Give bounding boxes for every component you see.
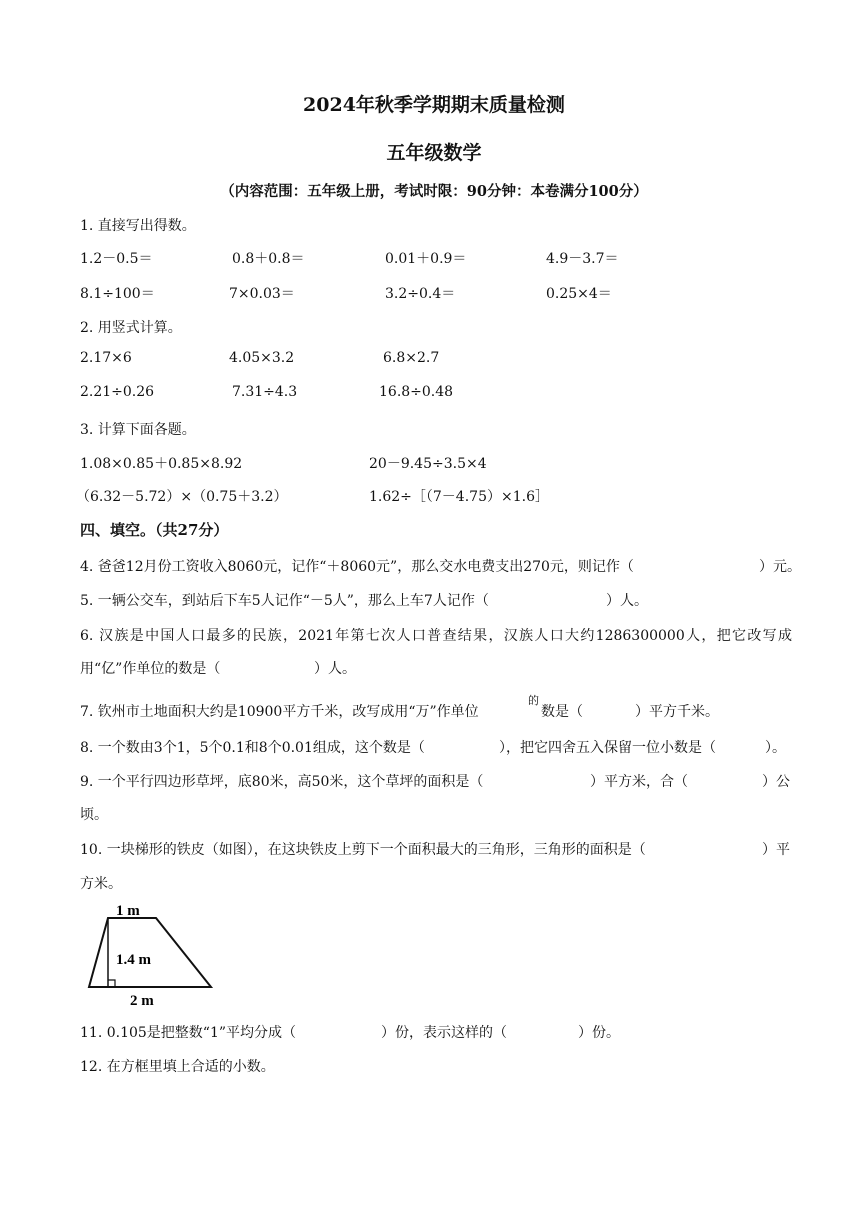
q5-text: 5. 一辆公交车，到站后下车5人记作“－5人”，那么上车7人记作（ xyxy=(80,593,489,609)
q9-line2: 顷。 xyxy=(80,807,108,823)
q7-text-end: ）平方千米。 xyxy=(635,704,719,720)
q8-text-end: ）。 xyxy=(765,740,786,756)
q1-item: 7×0.03＝ xyxy=(229,286,295,302)
q11-text-mid: ）份，表示这样的（ xyxy=(381,1025,507,1041)
top-base-label: 1 m xyxy=(116,903,140,919)
q7-superscript: 的 xyxy=(528,694,539,707)
q1-item: 0.25×4＝ xyxy=(546,286,612,302)
q1-item: 4.9－3.7＝ xyxy=(546,251,619,267)
q3-item: 1.62÷［（7－4.75）×1.6］ xyxy=(369,489,549,505)
q9-text-mid: ）平方米，合（ xyxy=(590,774,688,790)
q6-text: 用“亿”作单位的数是（ xyxy=(80,661,221,677)
q5-text-end: ）人。 xyxy=(606,593,648,609)
q2-item: 16.8÷0.48 xyxy=(379,384,454,400)
q4-text: 4. 爸爸12月份工资收入8060元，记作“＋8060元”，那么交水电费支出270元，则记作（ xyxy=(80,559,634,575)
q12-stem: 12. 在方框里填上合适的小数。 xyxy=(80,1059,275,1075)
q10-line2: 方米。 xyxy=(80,876,122,892)
q2-item: 4.05×3.2 xyxy=(229,350,295,366)
q2-item: 6.8×2.7 xyxy=(383,350,440,366)
q2-item: 2.21÷0.26 xyxy=(80,384,155,400)
q3-item: 20－9.45÷3.5×4 xyxy=(369,456,487,472)
bottom-base-label: 2 m xyxy=(130,993,154,1009)
q8-text-mid: ），把它四舍五入保留一位小数是（ xyxy=(499,740,716,756)
q10-text-end: ）平 xyxy=(762,842,790,858)
q3-item: 1.08×0.85＋0.85×8.92 xyxy=(80,456,243,472)
q1-stem: 1. 直接写出得数。 xyxy=(80,218,196,234)
exam-title: 2024年秋季学期期末质量检测 xyxy=(303,94,565,116)
q10-text: 10. 一块梯形的铁皮（如图），在这块铁皮上剪下一个面积最大的三角形，三角形的面积是（ xyxy=(80,842,646,858)
q9-text-end: ）公 xyxy=(762,774,790,790)
trapezoid-figure xyxy=(78,898,228,1010)
q1-item: 8.1÷100＝ xyxy=(80,286,155,302)
q6-line1: 6. 汉族是中国人口最多的民族，2021年第七次人口普查结果，汉族人口大约1286300000人，把它改写成 xyxy=(80,628,792,644)
q8-text: 8. 一个数由3个1，5个0.1和8个0.01组成，这个数是（ xyxy=(80,740,425,756)
exam-info: （内容范围：五年级上册，考试时限：90分钟：本卷满分100分） xyxy=(220,183,648,200)
subject-title: 五年级数学 xyxy=(386,142,482,164)
q3-stem: 3. 计算下面各题。 xyxy=(80,422,196,438)
q11-text: 11. 0.105是把整数“1”平均分成（ xyxy=(80,1025,297,1041)
q3-item: （6.32－5.72）×（0.75＋3.2） xyxy=(76,489,288,505)
q2-item: 7.31÷4.3 xyxy=(232,384,298,400)
height-label: 1.4 m xyxy=(116,952,151,968)
q1-item: 1.2－0.5＝ xyxy=(80,251,153,267)
q1-item: 0.8＋0.8＝ xyxy=(232,251,305,267)
q1-item: 0.01＋0.9＝ xyxy=(385,251,467,267)
q6-text-end: ）人。 xyxy=(314,661,356,677)
q7-text-mid: 数是（ xyxy=(541,704,583,720)
q1-item: 3.2÷0.4＝ xyxy=(385,286,456,302)
section-heading: 四、填空。（共27分） xyxy=(80,521,229,539)
q7-text: 7. 钦州市土地面积大约是10900平方千米，改写成用“万”作单位 xyxy=(80,704,479,720)
q9-text: 9. 一个平行四边形草坪，底80米，高50米，这个草坪的面积是（ xyxy=(80,774,484,790)
right-angle-mark xyxy=(108,980,115,987)
q2-stem: 2. 用竖式计算。 xyxy=(80,320,182,336)
q11-text-end: ）份。 xyxy=(578,1025,620,1041)
q4-text-end: ）元。 xyxy=(759,559,801,575)
q2-item: 2.17×6 xyxy=(80,350,132,366)
